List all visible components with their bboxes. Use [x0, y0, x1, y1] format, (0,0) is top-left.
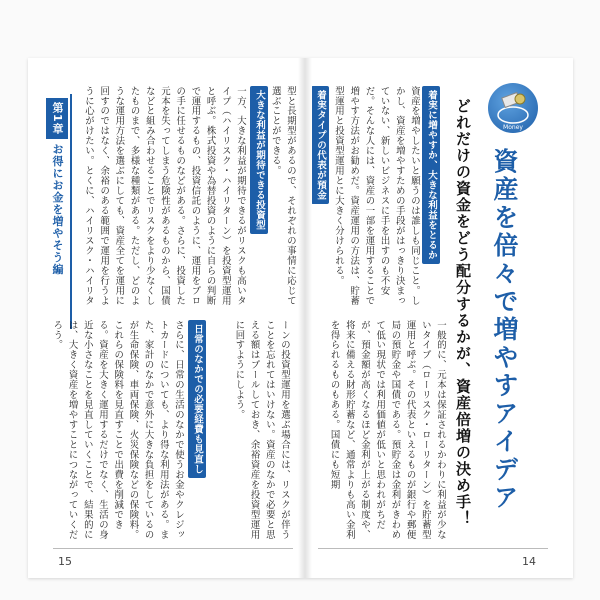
- book-spread: [28, 58, 573, 578]
- section-heading-4: 日常のなかでの必要経費も見直し: [188, 320, 206, 478]
- money-globe-icon: [488, 83, 538, 133]
- chapter-rule: [70, 94, 72, 329]
- paragraph-4: 一方、大きな利益が期待できるがリスクも高いタイプ（ハイリスク・ハイリターン）を投資型運用と呼ぶ。株式投資や為替投資のように自らの判断で運用するもの、投資信託のように、運用をプロの手に任せるものなどがある。さらに、投資した元本を失ってしまう危険性があるものから、国債などと組み合わせることでリスクをより少なくしたものまで、多様な種類がある。ただし、どのような運用方法を選ぶにしても、資産全てを運用に回すのではなく、余裕のある範囲で運用を行うように心がけたい。とくに、ハイリスク・ハイリタ: [82, 86, 246, 306]
- section-heading-3: 大きな利益が期待できる投資型: [250, 86, 268, 234]
- section-heading-1: 着実に増やすか、大きな利益をとるか: [422, 86, 440, 264]
- paragraph-5: ーンの投資型運用を選ぶ場合には、リスクが伴うことを忘れてはいけない。資産のなかで必要と思える額はプールしておき、余裕資産を投資型運用に回すようにしよう。: [233, 320, 290, 540]
- page-subtitle: どれだけの資金をどう配分するかが、資産倍増の決め手！: [454, 98, 472, 527]
- book-gutter: [298, 58, 312, 578]
- page-number-left: 15: [58, 555, 72, 568]
- page-title: 資産を倍々で増やすアイデア: [490, 148, 519, 512]
- section-heading-2: 着実タイプの代表が預金: [311, 86, 329, 204]
- paragraph-6: さらに、日常の生活のなかで使うお金やクレジットカードについても、より得な利用法がある。また、家計のなかで意外に大きな負担をしているのが生命保険、車両保険、火災保険などの保険料。これらの保険料を見直すことで出費を削減できる。資産を大きく運用するだけでなく、生活の身近な小さなことを見直していくことで、結果的には、大きく資産を増やすことにつながっていくだろう。: [51, 320, 184, 540]
- page-number-right: 14: [522, 555, 536, 568]
- paragraph-2: 一般的に、元本は保証されるかわりに利益が少ないタイプ（ローリスク・ローリターン）を貯蓄型運用と呼ぶ。その代表といえるものが銀行や郵便局の預貯金や国債である。預貯金は金利がきわめて低い現状では利用価値が低いと思われがちだが、預金額が高くなるほど金利が上がる制度や、将来に備える財形貯蓄など、通常よりも高い金利を得られるものもある。国債にも短期: [328, 320, 446, 540]
- svg-text:Money: Money: [503, 124, 523, 131]
- page-rule-right: [318, 548, 548, 549]
- paragraph-3: 型と長期型があるので、それぞれの事情に応じて選ぶことができる。: [269, 86, 296, 306]
- chapter-number: 第1章: [46, 98, 68, 139]
- page-rule-left: [53, 548, 293, 549]
- chapter-title: お得にお金を増やそう編: [51, 143, 64, 276]
- chapter-label: [34, 98, 68, 276]
- paragraph-1: 資産を増やしたいと願うのは誰しも同じこと。しかし、資産を増やすための手段がはっきり決まっていない、新しいビジネスに手を出すのも不安だ。そんな人には、資産の一部を運用することで増やす方法がお勧めだ。資産運用の方法は、貯蓄型運用と投資型運用とに大きく分けられる。: [332, 86, 420, 306]
